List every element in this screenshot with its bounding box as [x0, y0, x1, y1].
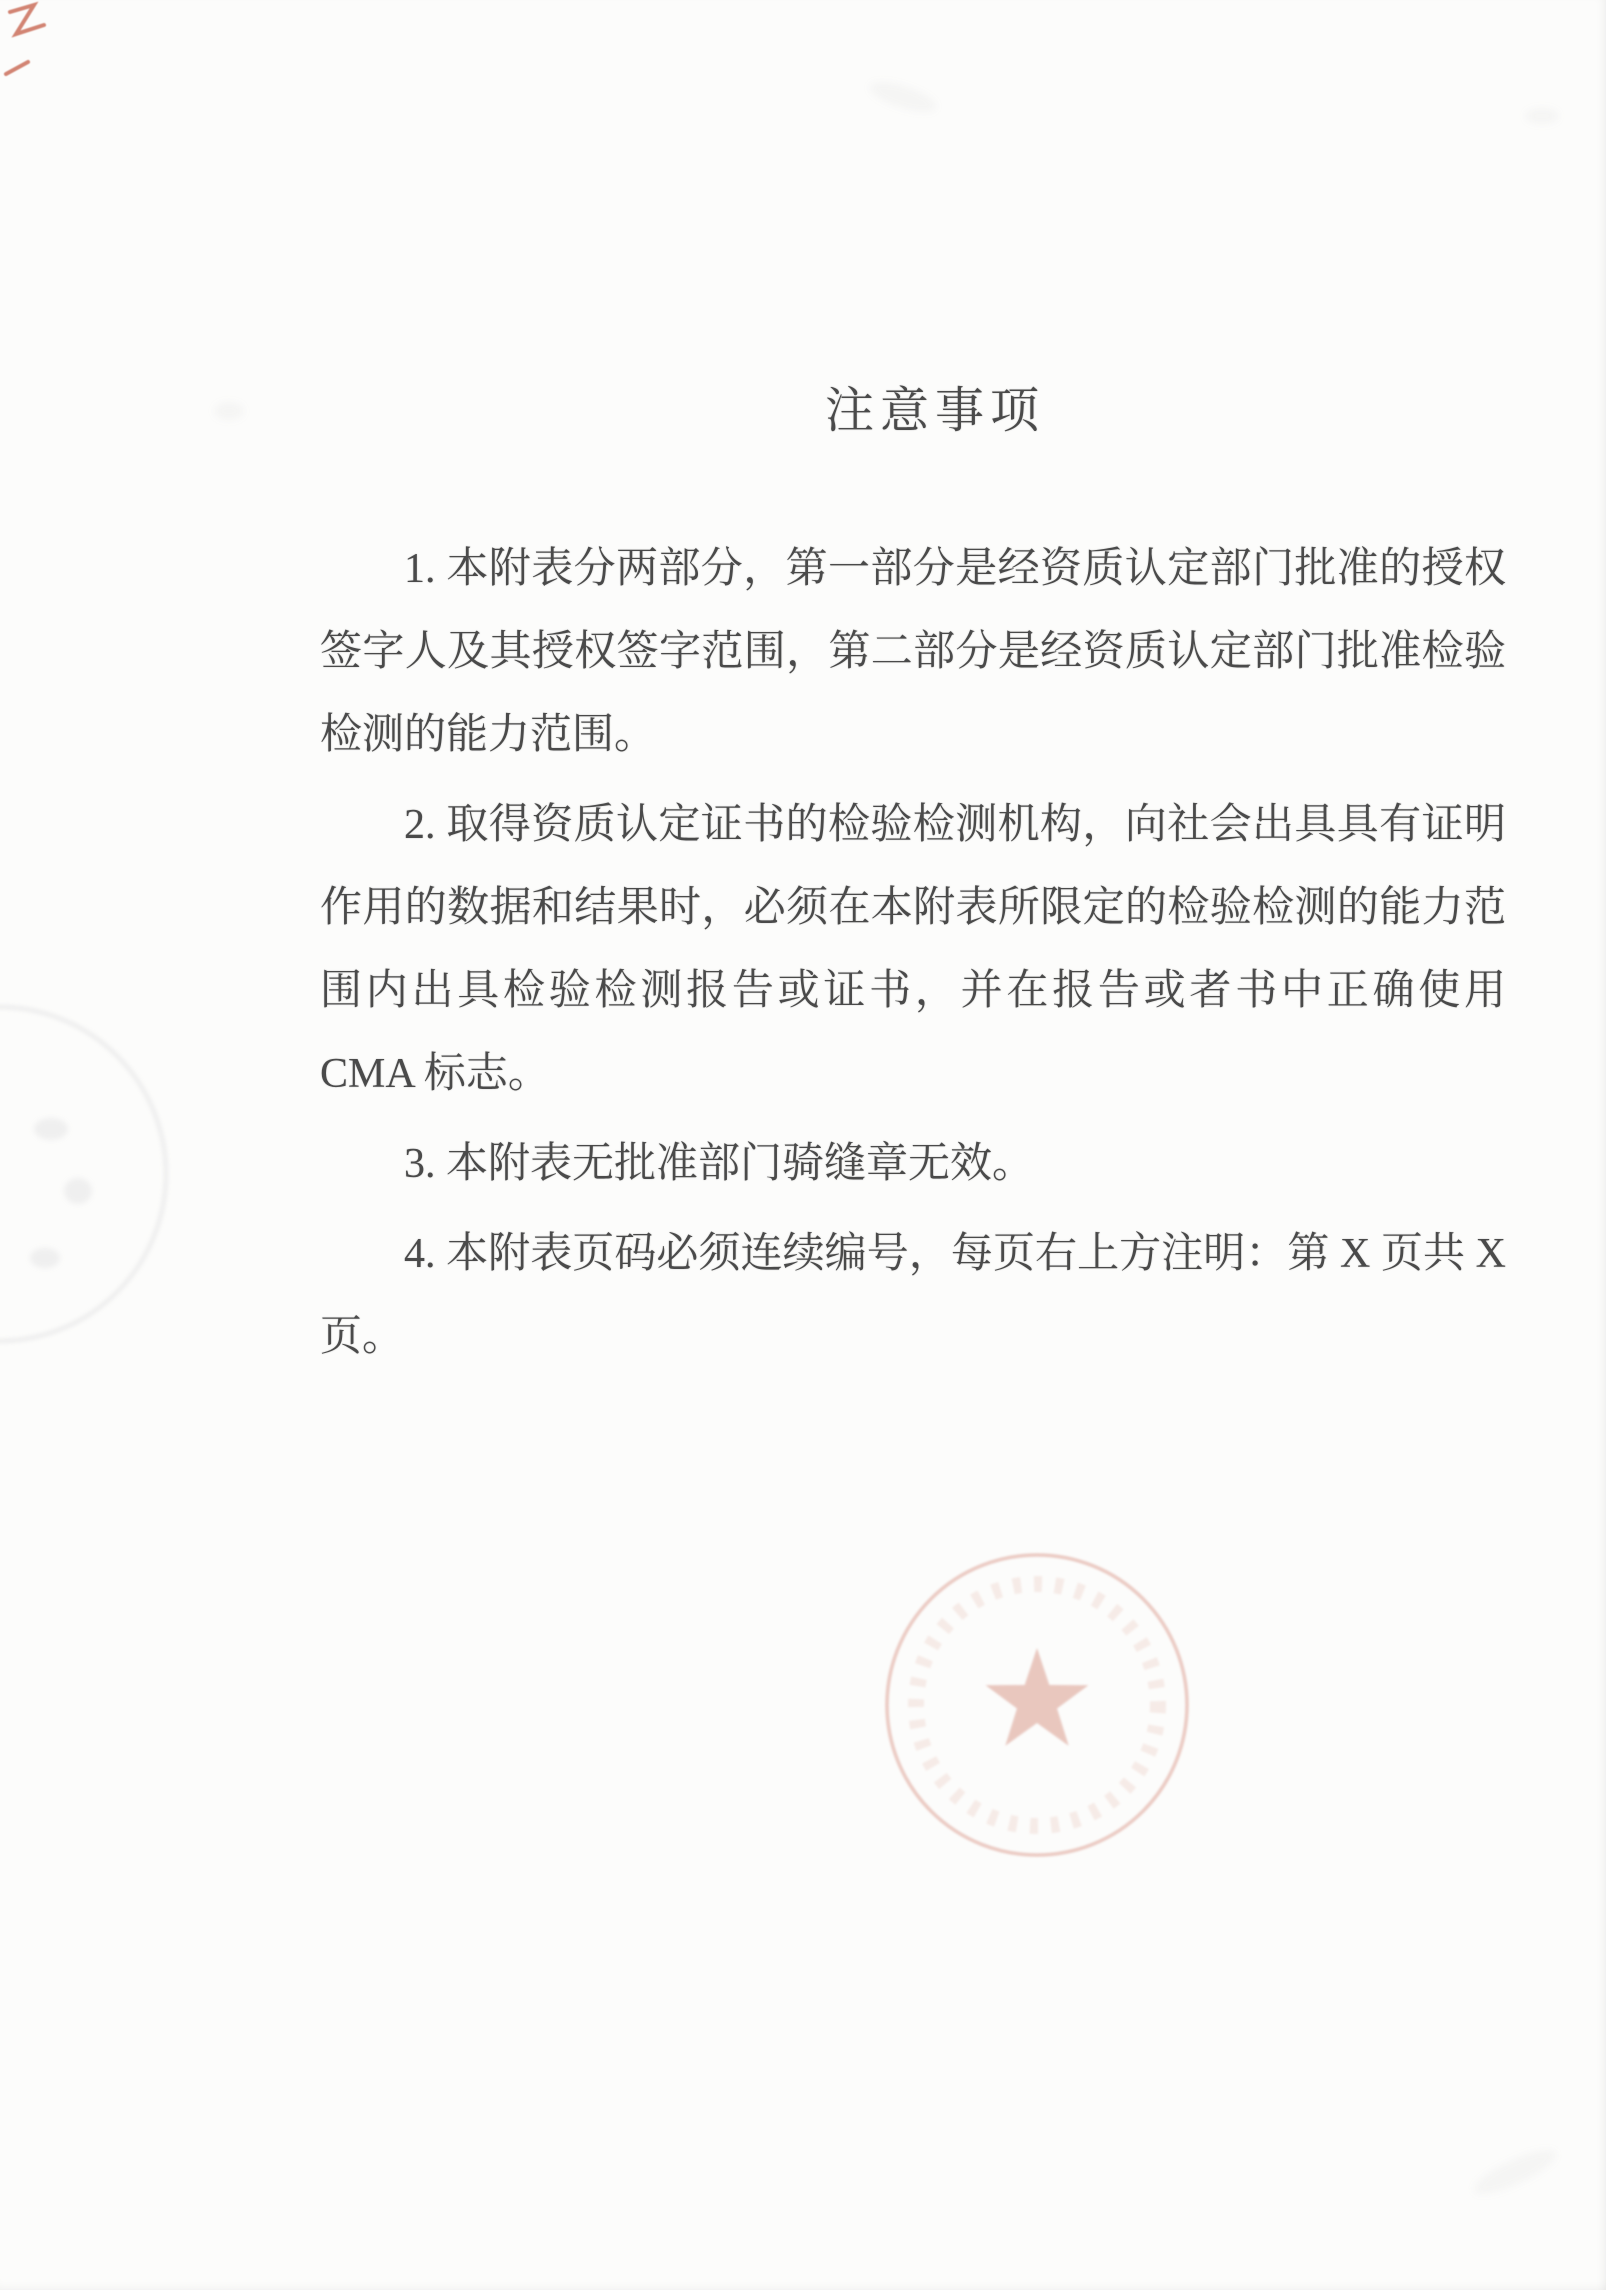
red-corner-marks — [0, 0, 80, 100]
seal-smudge — [64, 1178, 92, 1204]
seal-smudge — [34, 1118, 68, 1140]
scan-smudge — [1525, 108, 1559, 124]
page-title: 注意事项 — [824, 383, 1045, 438]
scan-smudge — [866, 76, 939, 119]
paragraph-4: 4. 本附表页码必须连续编号，每页右上方注明：第 X 页共 X 页。 — [320, 1231, 1506, 1360]
red-mark-stroke — [10, 5, 44, 34]
paragraph-2: 2. 取得资质认定证书的检验检测机构，向社会出具具有证明作用的数据和结果时，必须在本附表所限定的检验检测的能力范围内出具检验检测报告或证书，并在报告或者书中正确使用 CMA 标志。 — [320, 802, 1506, 1097]
paragraph-3: 3. 本附表无批准部门骑缝章无效。 — [404, 1141, 1035, 1187]
partial-gray-seal — [0, 1005, 168, 1343]
star-icon — [986, 1648, 1089, 1746]
red-approval-seal — [872, 1540, 1202, 1870]
scan-smudge — [214, 402, 244, 420]
red-mark-stroke — [6, 62, 28, 74]
document-body — [320, 528, 1506, 1386]
seal-smudge — [30, 1248, 60, 1268]
paragraph-1: 1. 本附表分两部分，第一部分是经资质认定部门批准的授权签字人及其授权签字范围，第二部分是经资质认定部门批准检验检测的能力范围。 — [320, 546, 1506, 758]
scan-smudge — [1469, 2142, 1561, 2202]
